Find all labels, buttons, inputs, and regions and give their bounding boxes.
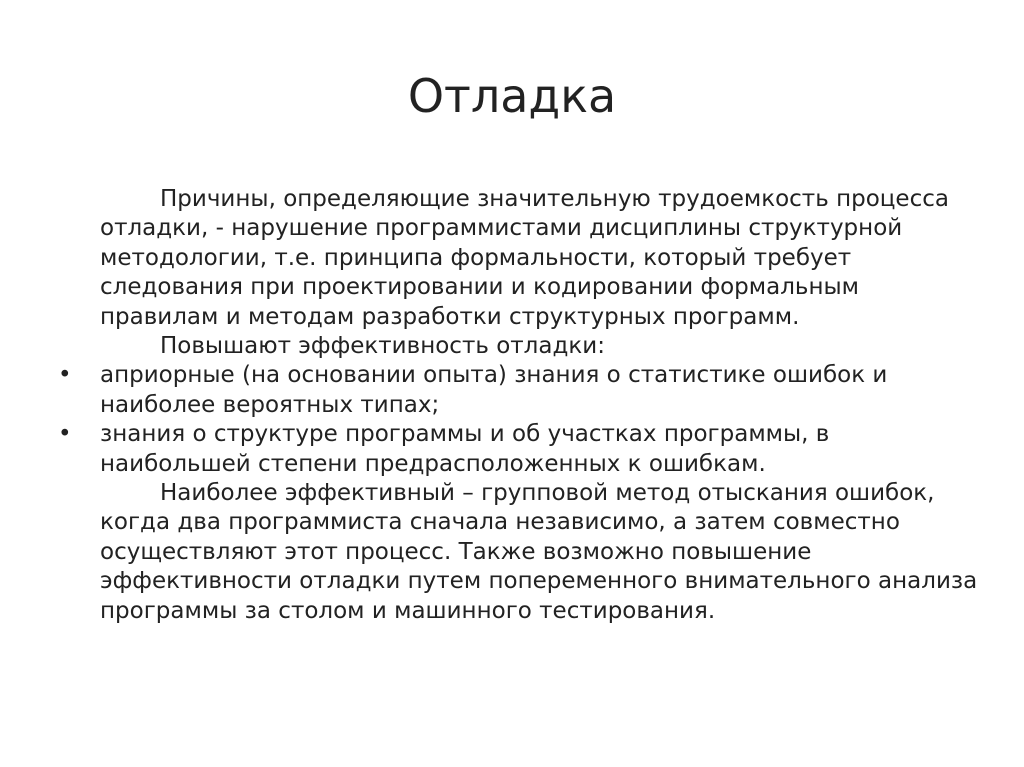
paragraph-causes: Причины, определяющие значительную трудоемкость процесса отладки, - нарушение программистами дисциплины структурной методологии, т.е. принципа формальности, который требует следования при проектировании и кодировании формальным правилам и методам разработки структурных программ. [100,186,949,330]
bullet-item [58,420,980,479]
slide-body [58,185,980,626]
paragraph-efficiency-intro: Повышают эффективность отладки: [160,333,605,360]
bullet-text: априорные (на основании опыта) знания о статистике ошибок и наиболее вероятных типах; [100,362,888,418]
slide-title: Отладка [407,69,617,123]
bullet-text: знания о структуре программы и об участках программы, в наибольшей степени предрасположенных к ошибкам. [100,421,830,477]
paragraph-group-method: Наиболее эффективный – групповой метод отыскания ошибок, когда два программиста сначала независимо, а затем совместно осуществляют этот процесс. Также возможно повышение эффективности отладки путем попеременного внимательного анализа программы за столом и машинного тестирования. [100,480,978,624]
bullet-marker: • [58,421,72,448]
bullet-marker: • [58,362,72,389]
bullet-item [58,361,980,420]
